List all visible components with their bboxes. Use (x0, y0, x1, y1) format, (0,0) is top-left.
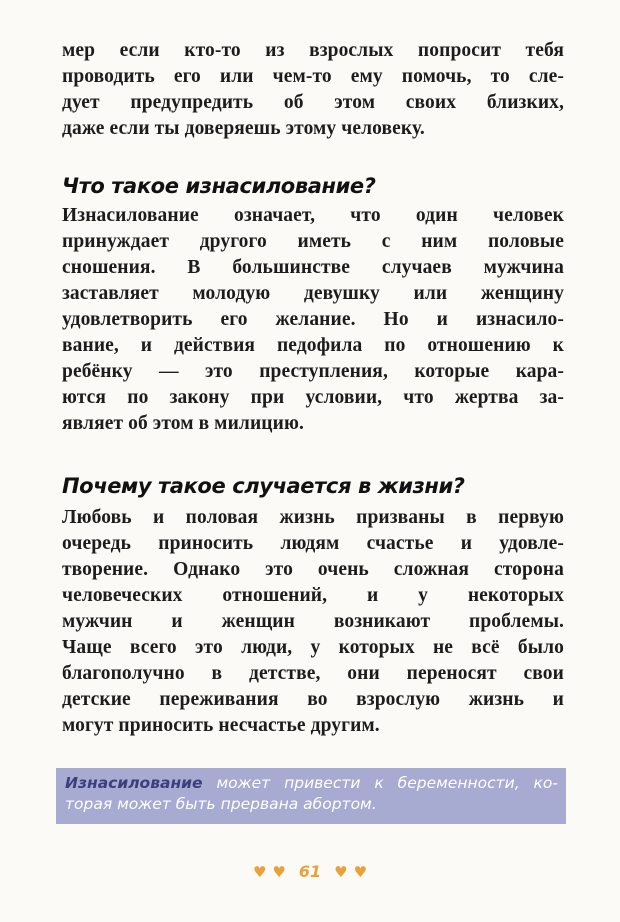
intro-paragraph (62, 38, 564, 142)
text-line: Чаще всего это люди, у которых не всё было (62, 637, 564, 658)
text-line: мер если кто-то из взрослых попросит тебя (62, 40, 564, 61)
text-line: заставляет молодую девушку или женщину (62, 283, 564, 304)
text-line: мужчин и женщин возникают проблемы. (62, 611, 564, 632)
section-heading-why-it-happens: Почему такое случается в жизни? (62, 474, 465, 498)
section-paragraph-why-it-happens (62, 505, 564, 739)
section-heading-what-is-rape: Что такое изнасилование? (62, 174, 376, 198)
text-line: сношения. В большинстве случаев мужчина (62, 257, 564, 278)
note-line (65, 773, 558, 794)
text-line: детские переживания во взрослую жизнь и (62, 689, 564, 710)
heart-icon: ♥ (334, 863, 348, 881)
text-line: Изнасилование означает, что один человек (62, 205, 564, 226)
text-line: проводить его или чем-то ему помочь, то сле- (62, 66, 564, 87)
note-box (56, 768, 566, 824)
text-line: ются по закону при условии, что жертва за- (62, 387, 564, 408)
text-line: Любовь и половая жизнь призваны в первую (62, 507, 564, 528)
text-line: дует предупредить об этом своих близких, (62, 92, 564, 113)
page-number: 61 (298, 862, 322, 881)
heart-icon: ♥ (272, 863, 286, 881)
note-text: может привести к беременности, ко- (202, 774, 558, 792)
text-line: могут приносить несчастье другим. (62, 715, 380, 736)
text-line: даже если ты доверяешь этому человеку. (62, 118, 425, 139)
text-line: ребёнку — это преступления, которые кара- (62, 361, 564, 382)
heart-icon: ♥ (252, 863, 267, 881)
page-footer (0, 862, 620, 881)
note-line: торая может быть прервана абортом. (65, 795, 377, 813)
text-line: очередь приносить людям счастье и удовле- (62, 533, 564, 554)
text-line: благополучно в детстве, они переносят свои (62, 663, 564, 684)
heart-icon: ♥ (353, 863, 368, 881)
note-term: Изнасилование (65, 774, 203, 792)
section-paragraph-what-is-rape (62, 203, 564, 437)
text-line: творение. Однако это очень сложная сторона (62, 559, 564, 580)
text-line: являет об этом в милицию. (62, 413, 304, 434)
text-line: человеческих отношений, и у некоторых (62, 585, 564, 606)
text-line: удовлетворить его желание. Но и изнасило- (62, 309, 564, 330)
text-line: вание, и действия педофила по отношению к (62, 335, 564, 356)
text-line: принуждает другого иметь с ним половые (62, 231, 564, 252)
